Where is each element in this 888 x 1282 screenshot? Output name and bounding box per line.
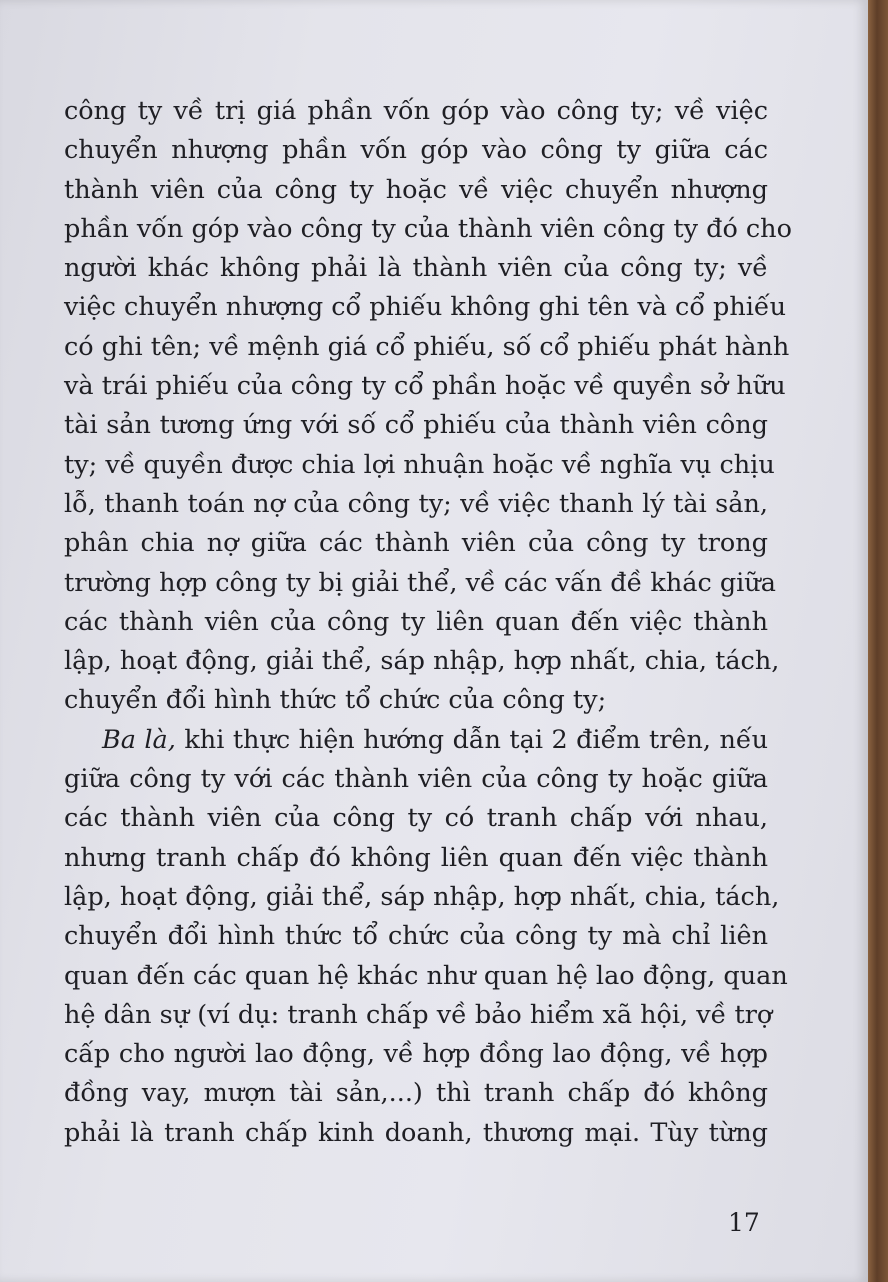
text-line: giữa công ty với các thành viên của công ty hoặc giữa [64,764,768,795]
text-line: lập, hoạt động, giải thể, sáp nhập, hợp nhất, chia, tách, [64,646,780,677]
text-line: đồng vay, mượn tài sản,...) thì tranh chấp đó không [64,1078,768,1109]
text-line: người khác không phải là thành viên của công ty; về [64,253,768,284]
text-line: chuyển đổi hình thức tổ chức của công ty mà chỉ liên [64,921,768,952]
first-line-rest: khi thực hiện hướng dẫn tại 2 điểm trên, nếu [175,724,768,755]
text-line: trường hợp công ty bị giải thể, về các vấn đề khác giữa [64,567,776,598]
paragraph-2-first-line [64,721,768,760]
text-line: lập, hoạt động, giải thể, sáp nhập, hợp nhất, chia, tách, [64,881,780,912]
text-line: cấp cho người lao động, về hợp đồng lao động, về hợp [64,1039,768,1070]
text-line: phải là tranh chấp kinh doanh, thương mại. Tùy từng [64,1117,768,1148]
text-line: chuyển nhượng phần vốn góp vào công ty giữa các [64,135,768,166]
text-line: có ghi tên; về mệnh giá cổ phiếu, số cổ phiếu phát hành [64,331,790,362]
text-line: nhưng tranh chấp đó không liên quan đến việc thành [64,842,768,873]
wooden-table-edge [868,0,888,1282]
text-line: việc chuyển nhượng cổ phiếu không ghi tên và cổ phiếu [64,292,787,323]
text-line: hệ dân sự (ví dụ: tranh chấp về bảo hiểm xã hội, về trợ [64,999,773,1030]
text-line: quan đến các quan hệ khác như quan hệ lao động, quan [64,960,788,991]
text-line: và trái phiếu của công ty cổ phần hoặc về quyền sở hữu [64,371,786,402]
paragraph-lead-phrase: Ba là, [102,724,176,755]
text-line: phân chia nợ giữa các thành viên của công ty trong [64,528,768,559]
text-line: phần vốn góp vào công ty của thành viên công ty đó cho [64,213,792,244]
text-line: công ty về trị giá phần vốn góp vào công ty; về việc [64,96,768,126]
text-line: các thành viên của công ty liên quan đến việc thành [64,606,768,637]
text-line: các thành viên của công ty có tranh chấp với nhau, [64,803,768,834]
text-line: tài sản tương ứng với số cổ phiếu của thành viên công [64,410,768,441]
text-line: lỗ, thanh toán nợ của công ty; về việc thanh lý tài sản, [64,488,768,519]
page-number: 17 [728,1208,760,1237]
page-body-text [64,92,792,1153]
text-line: chuyển đổi hình thức tổ chức của công ty; [64,685,607,716]
text-line: ty; về quyền được chia lợi nhuận hoặc về nghĩa vụ chịu [64,449,775,480]
text-line: thành viên của công ty hoặc về việc chuyển nhượng [64,174,768,205]
